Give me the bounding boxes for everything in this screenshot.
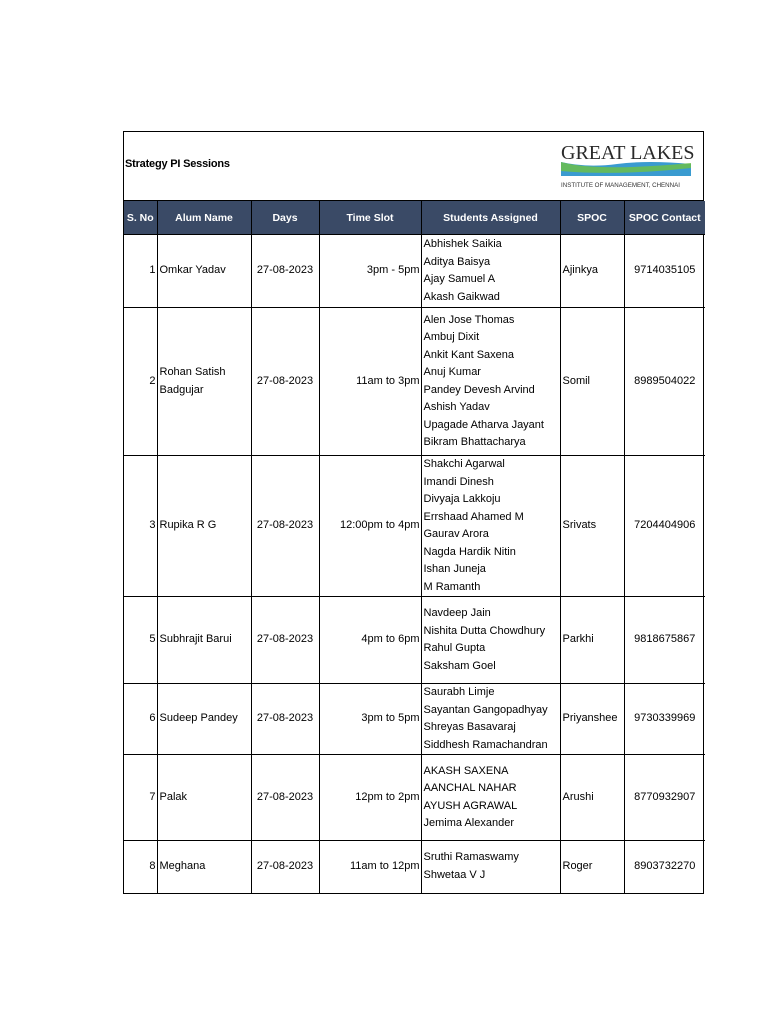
cell-time-slot: 3pm - 5pm <box>319 235 421 308</box>
cell-day: 27-08-2023 <box>251 841 319 893</box>
student-name: Aditya Baisya <box>423 255 491 268</box>
cell-day: 27-08-2023 <box>251 235 319 308</box>
sessions-sheet <box>123 131 704 894</box>
table-row <box>124 755 705 841</box>
cell-spoc: Ajinkya <box>560 235 624 308</box>
cell-spoc-contact: 9730339969 <box>624 684 705 755</box>
cell-spoc: Roger <box>560 841 624 893</box>
student-name: M Ramanth <box>423 580 481 593</box>
cell-spoc-contact: 7204404906 <box>624 456 705 597</box>
cell-alum-name: Subhrajit Barui <box>157 597 251 684</box>
student-name: Nishita Dutta Chowdhury <box>423 624 546 637</box>
cell-students <box>421 456 560 597</box>
cell-time-slot: 11am to 12pm <box>319 841 421 893</box>
student-name: Anuj Kumar <box>423 366 481 378</box>
cell-time-slot: 4pm to 6pm <box>319 597 421 684</box>
sheet-title: Strategy PI Sessions <box>125 158 230 170</box>
student-name: Abhishek Saikia <box>423 238 502 250</box>
cell-students <box>421 308 560 456</box>
header-alum-name: Alum Name <box>157 201 251 235</box>
student-name: Ambuj Dixit <box>423 331 480 343</box>
student-name: Nagda Hardik Nitin <box>423 545 516 558</box>
cell-time-slot: 12pm to 2pm <box>319 755 421 841</box>
logo-name: GREAT LAKES <box>561 142 695 164</box>
table-row <box>124 684 705 755</box>
student-name: Ashish Yadav <box>423 401 490 413</box>
cell-sno: 5 <box>124 597 157 684</box>
cell-students <box>421 755 560 841</box>
header-days: Days <box>251 201 319 235</box>
cell-students <box>421 841 560 893</box>
header-sno: S. No <box>124 201 157 235</box>
cell-day: 27-08-2023 <box>251 597 319 684</box>
cell-alum-name: Meghana <box>157 841 251 893</box>
student-name: AKASH SAXENA <box>423 764 509 777</box>
cell-sno: 2 <box>124 308 157 456</box>
cell-spoc-contact: 8903732270 <box>624 841 705 893</box>
title-bar <box>124 132 703 201</box>
student-name: Gaurav Arora <box>423 528 489 540</box>
cell-students <box>421 597 560 684</box>
student-name: Jemima Alexander <box>423 817 514 829</box>
table-row <box>124 456 705 597</box>
cell-sno: 8 <box>124 841 157 893</box>
student-name: Ishan Juneja <box>423 563 486 575</box>
cell-alum-name: Sudeep Pandey <box>157 684 251 755</box>
cell-spoc-contact: 8770932907 <box>624 755 705 841</box>
cell-spoc: Somil <box>560 308 624 456</box>
student-name: AANCHAL NAHAR <box>423 782 517 794</box>
table-row <box>124 308 705 456</box>
cell-alum-name: Rohan Satish Badgujar <box>157 308 251 456</box>
header-students: Students Assigned <box>421 201 560 235</box>
cell-alum-name: Palak <box>157 755 251 841</box>
cell-day: 27-08-2023 <box>251 755 319 841</box>
student-name: Bikram Bhattacharya <box>423 436 526 448</box>
student-name: Ankit Kant Saxena <box>423 348 515 361</box>
cell-students <box>421 235 560 308</box>
header-time-slot: Time Slot <box>319 201 421 235</box>
student-name: Sayantan Gangopadhyay <box>423 703 548 716</box>
student-name: Navdeep Jain <box>423 607 491 619</box>
table-row <box>124 841 705 893</box>
student-name: Akash Gaikwad <box>423 290 500 303</box>
student-name: Upagade Atharva Jayant <box>423 418 544 431</box>
student-name: Shreyas Basavaraj <box>423 721 516 733</box>
cell-students <box>421 684 560 755</box>
cell-spoc-contact: 9714035105 <box>624 235 705 308</box>
header-spoc-contact: SPOC Contact <box>624 201 705 235</box>
cell-day: 27-08-2023 <box>251 456 319 597</box>
student-name: Saurabh Limje <box>423 686 495 698</box>
cell-sno: 3 <box>124 456 157 597</box>
cell-spoc: Srivats <box>560 456 624 597</box>
cell-sno: 1 <box>124 235 157 308</box>
cell-day: 27-08-2023 <box>251 308 319 456</box>
student-name: Siddhesh Ramachandran <box>423 738 548 751</box>
student-name: Shwetaa V J <box>423 868 486 881</box>
student-name: Imandi Dinesh <box>423 475 494 488</box>
student-name: Sruthi Ramaswamy <box>423 851 519 864</box>
cell-spoc: Priyanshee <box>560 684 624 755</box>
cell-day: 27-08-2023 <box>251 684 319 755</box>
student-name: Errshaad Ahamed M <box>423 510 524 523</box>
cell-sno: 7 <box>124 755 157 841</box>
cell-time-slot: 12:00pm to 4pm <box>319 456 421 597</box>
cell-alum-name: Omkar Yadav <box>157 235 251 308</box>
cell-sno: 6 <box>124 684 157 755</box>
cell-time-slot: 3pm to 5pm <box>319 684 421 755</box>
great-lakes-logo <box>557 138 695 192</box>
cell-alum-name: Rupika R G <box>157 456 251 597</box>
cell-spoc: Parkhi <box>560 597 624 684</box>
student-name: Ajay Samuel A <box>423 273 496 285</box>
header-spoc: SPOC <box>560 201 624 235</box>
cell-time-slot: 11am to 3pm <box>319 308 421 456</box>
student-name: AYUSH AGRAWAL <box>423 799 518 812</box>
student-name: Shakchi Agarwal <box>423 458 505 470</box>
student-name: Pandey Devesh Arvind <box>423 383 535 396</box>
student-name: Alen Jose Thomas <box>423 313 515 326</box>
table-row <box>124 235 705 308</box>
sessions-table <box>124 201 705 893</box>
header-row <box>124 201 705 235</box>
student-name: Saksham Goel <box>423 659 496 672</box>
cell-spoc-contact: 9818675867 <box>624 597 705 684</box>
cell-spoc: Arushi <box>560 755 624 841</box>
cell-spoc-contact: 8989504022 <box>624 308 705 456</box>
student-name: Divyaja Lakkoju <box>423 493 501 505</box>
logo-tagline: INSTITUTE OF MANAGEMENT, CHENNAI <box>561 182 680 189</box>
table-row <box>124 597 705 684</box>
student-name: Rahul Gupta <box>423 642 486 654</box>
